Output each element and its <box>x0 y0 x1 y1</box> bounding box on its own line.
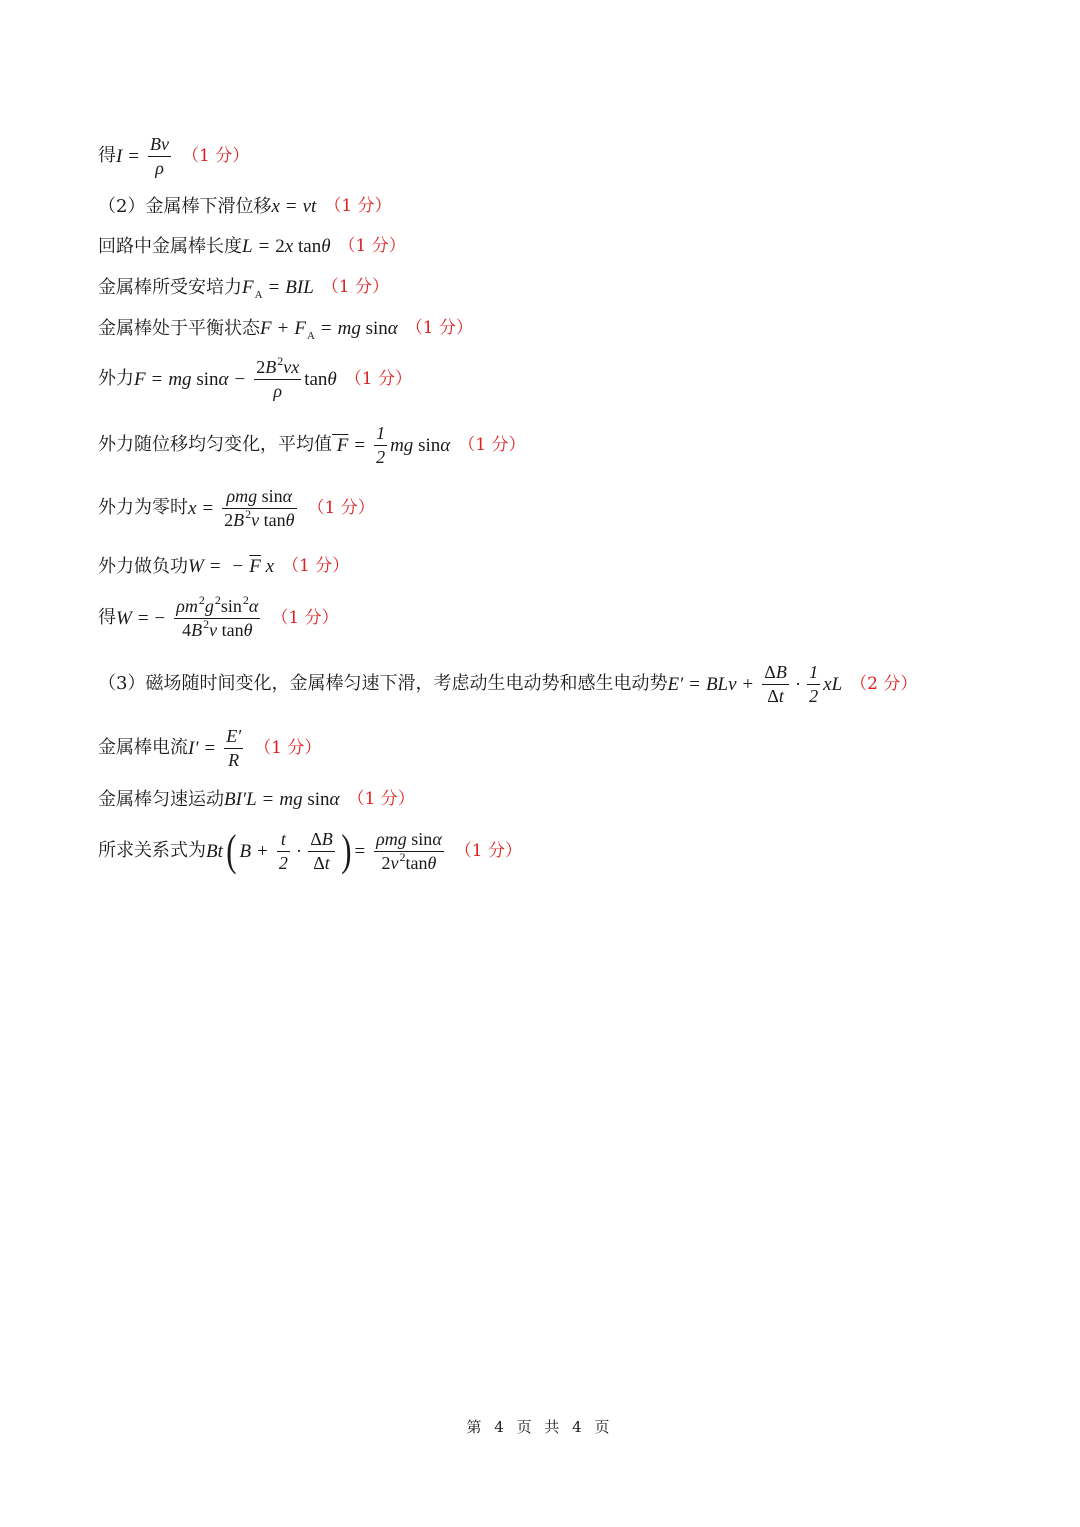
score-label: （1 分） <box>254 737 322 758</box>
equation-current: 得 I = $\frac{Bv}{\rho}$ （1 分） <box>98 134 250 178</box>
score-label: （1 分） <box>338 236 406 256</box>
line-prefix: 得 <box>98 607 116 629</box>
line-prefix: 外力为零时 <box>98 497 188 519</box>
fraction: $\frac{\Delta B}{\Delta t}$ <box>764 662 787 706</box>
fraction: $\frac{\text{ρmg sinα}}{2v^2\tan\theta}$ <box>376 828 442 873</box>
fraction: $\frac{2B^2vx}{\rho}$ <box>256 354 300 401</box>
score-label: （1 分） <box>344 368 412 389</box>
line-prefix: 金属棒电流 <box>98 737 188 759</box>
equation-balance: 金属棒处于平衡状态 F + $F_A$ = mg sin α （1 分） <box>98 317 473 342</box>
equation-rod-current: 金属棒电流 I′ = $\frac{E'}{R}$ （1 分） <box>98 726 322 770</box>
line-prefix: （3）磁场随时间变化，金属棒匀速下滑，考虑动生电动势和感生电动势 <box>98 673 668 695</box>
score-label: （1 分） <box>324 196 392 216</box>
fraction: $\frac{\Delta B}{\Delta t}$ <box>310 828 333 873</box>
fraction: $\frac{\rho m^2g^2\sin^2\alpha}{4B^2v \tan\theta}$ <box>176 593 259 640</box>
score-label: （1 分） <box>321 277 390 297</box>
score-label: （1 分） <box>347 789 415 809</box>
line-prefix: 金属棒匀速运动 <box>98 788 224 810</box>
equation-ampere-force: 金属棒所受安培力 $F_A$ = BIL （1 分） <box>98 276 390 301</box>
line-prefix: 外力做负功 <box>98 555 188 577</box>
page-footer: 第 4 页 共 4 页 <box>466 1418 614 1436</box>
equation-emf: （3）磁场随时间变化，金属棒匀速下滑，考虑动生电动势和感生电动势 E′ = BLv + $\frac{\Delta B}{\Delta t}$ · $\frac{1}{2}$ xL （2 分） <box>98 662 918 706</box>
line-prefix: 外力 <box>98 368 134 390</box>
line-prefix: 得 <box>98 145 116 167</box>
line-prefix: 金属棒处于平衡状态 <box>98 317 260 339</box>
score-label: （2 分） <box>850 673 918 694</box>
equation-external-force: 外力 F = mg sin α − $\frac{2B^2vx}{\rho}$ tan θ （1 分） <box>98 354 412 401</box>
score-label: （1 分） <box>282 556 350 576</box>
line-prefix: 所求关系式为 <box>98 840 206 861</box>
fraction: $\frac{1}{2}$ <box>809 662 819 706</box>
equation-negative-work: 外力做负功 W = − $\overline{F}$ x （1 分） <box>98 555 350 577</box>
equation-displacement: （2）金属棒下滑位移 x = vt （1 分） <box>98 195 392 217</box>
fraction: $\frac{1}{2}$ <box>376 423 386 467</box>
equation-zero-force-position: 外力为零时 x = $\frac{\text{ρmg sinα}}{2B^2v \tan\theta}$ （1 分） <box>98 486 375 530</box>
fraction: $\frac{t}{2}$ <box>278 828 288 873</box>
line-prefix: 金属棒所受安培力 <box>98 276 242 298</box>
score-label: （1 分） <box>458 434 526 455</box>
fraction: $\frac{E'}{R}$ <box>226 726 242 770</box>
score-label: （1 分） <box>271 607 339 628</box>
line-prefix: 回路中金属棒长度 <box>98 235 242 257</box>
equation-work-result: 得 W = − $\frac{\rho m^2g^2\sin^2\alpha}{4B^2v \tan\theta}$ （1 分） <box>98 593 339 640</box>
equation-length: 回路中金属棒长度 L = 2 x tan θ （1 分） <box>98 235 406 257</box>
score-label: （1 分） <box>182 145 250 166</box>
math-symbol: I <box>116 145 123 167</box>
line-prefix: 外力随位移均匀变化，平均值 <box>98 434 332 456</box>
score-label: （1 分） <box>405 318 473 338</box>
equation-final-relation: 所求关系式为 Bt ( B + $\frac{t}{2}$ · $\frac{\Delta B}{\Delta t}$ ) = $\frac{\text{ρmg sinα}}{2v^2\tan\theta}$ （1 分） <box>98 826 522 875</box>
score-label: （1 分） <box>454 840 522 861</box>
score-label: （1 分） <box>307 497 375 518</box>
equation-average-force: 外力随位移均匀变化，平均值 F = $\frac{1}{2}$ mg sin α （1 分） <box>98 423 526 467</box>
equation-uniform-motion: 金属棒匀速运动 BI′L = mg sin α （1 分） <box>98 788 415 810</box>
fraction: $\frac{Bv}{\rho}$ <box>150 134 170 178</box>
fraction: $\frac{\text{ρmg sinα}}{2B^2v \tan\theta}$ <box>224 486 295 530</box>
line-prefix: （2）金属棒下滑位移 <box>98 195 272 217</box>
